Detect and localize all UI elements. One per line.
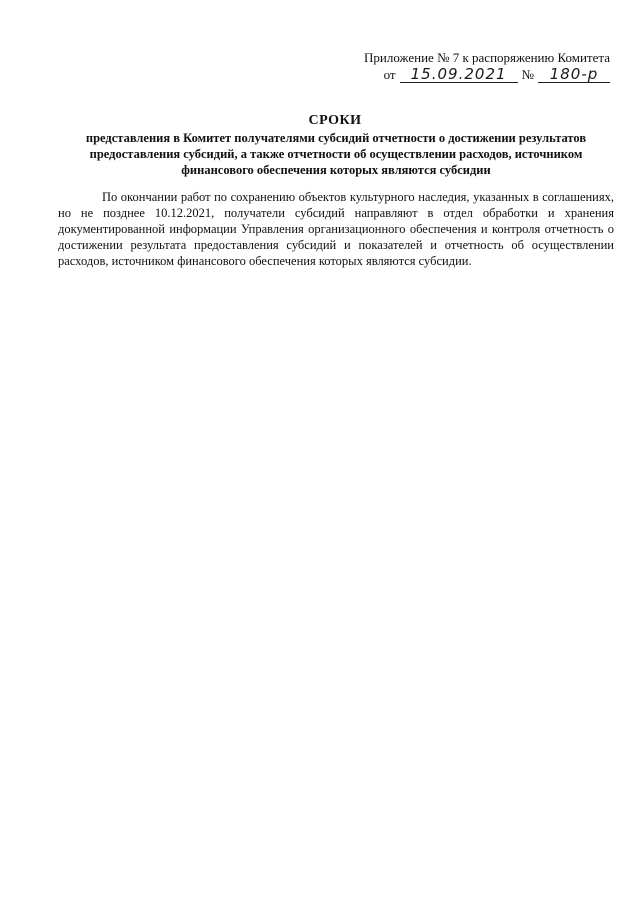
appendix-date-number-line — [350, 66, 610, 83]
number-label: № — [521, 67, 534, 82]
date-label: от — [383, 67, 396, 82]
appendix-title: Приложение № 7 к распоряжению Комитета — [364, 50, 610, 65]
body-paragraph: По окончании работ по сохранению объектов культурного наследия, указанных в соглашениях, но не позднее 10.12.2021, получатели субсидий направляют в отдел обработки и хранения документированной информации Управления организационного обеспечения и контроля отчетность о достижении результата предоставления субсидий и показателей и отчетность об осуществлении расходов, источником финансового обеспечения которых являются субсидии. — [58, 190, 614, 268]
document-title: СРОКИ — [308, 113, 362, 128]
handwritten-number: 180-р — [538, 66, 610, 83]
appendix-header — [350, 49, 610, 83]
document-subtitle: представления в Комитет получателями субсидий отчетности о достижении результатов предоставления субсидий, а также отчетности об осуществлении расходов, источником финансового обеспечения которых являются субсидии — [85, 131, 587, 177]
handwritten-date: 15.09.2021 — [400, 66, 518, 83]
